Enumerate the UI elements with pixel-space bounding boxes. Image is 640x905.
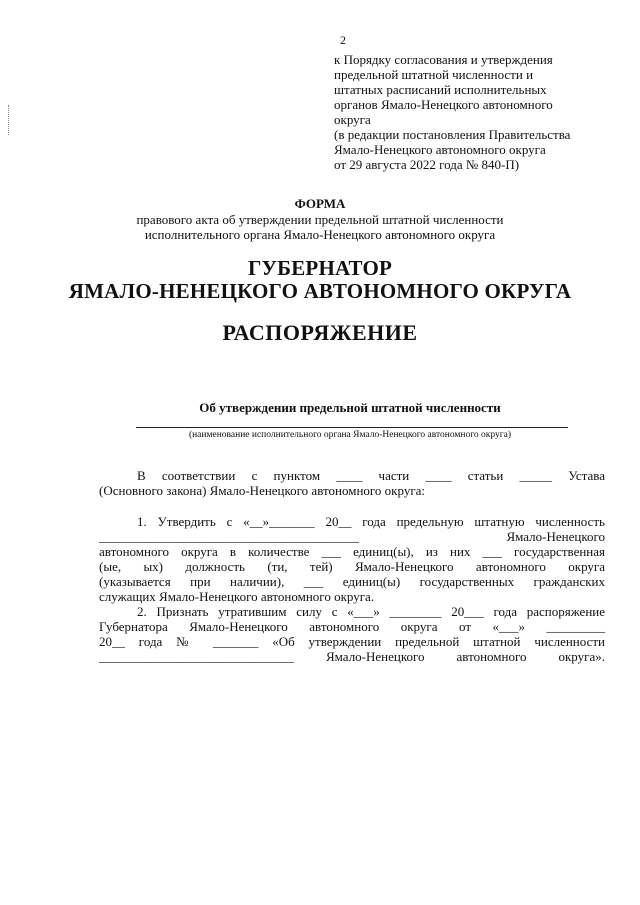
page-number: 2 bbox=[340, 33, 346, 47]
subject-underline bbox=[136, 427, 568, 428]
item-2-line: 20__ года № _______ «Об утверждении предельной штатной численности bbox=[99, 634, 605, 649]
item-2-line: 2. Признать утратившим силу с «___» ________ 20___ года распоряжение bbox=[137, 604, 605, 619]
text-line: В соответствии с пунктом ____ части ____ статьи _____ Устава bbox=[137, 468, 605, 483]
order-title: РАСПОРЯЖЕНИЕ bbox=[222, 320, 418, 345]
item-1-line: ________________________________________ Ямало-Ненецкого bbox=[99, 529, 605, 544]
approval-line: от 29 августа 2022 года № 840-П) bbox=[334, 157, 520, 172]
paragraph-items bbox=[99, 514, 605, 664]
approval-line: органов Ямало-Ненецкого автономного bbox=[334, 97, 553, 112]
item-1-line: автономного округа в количестве ___ единиц(ы), из них ___ государственная bbox=[99, 544, 605, 559]
subject-note: (наименование исполнительного органа Ямало-Ненецкого автономного округа) bbox=[188, 430, 512, 440]
item-1-line: служащих Ямало-Ненецкого автономного округа. bbox=[99, 589, 375, 604]
approval-line: к Порядку согласования и утверждения bbox=[334, 52, 553, 67]
approval-line: (в редакции постановления Правительства bbox=[334, 127, 571, 142]
form-title: ФОРМА bbox=[294, 196, 346, 211]
item-1-line: (ые, ых) должность (ти, тей) Ямало-Ненецкого автономного округа bbox=[99, 559, 605, 574]
text-line: (Основного закона) Ямало-Ненецкого автономного округа: bbox=[99, 483, 426, 498]
subject-title: Об утверждении предельной штатной численности bbox=[199, 400, 501, 415]
item-2-line: ______________________________ Ямало-Ненецкого автономного округа». bbox=[99, 649, 605, 664]
approval-line: округа bbox=[334, 112, 371, 127]
approval-line: предельной штатной численности и bbox=[334, 67, 534, 82]
form-header bbox=[0, 196, 640, 242]
item-1-line: 1. Утвердить с «__»_______ 20__ года предельную штатную численность bbox=[137, 514, 605, 529]
governor-line-2: ЯМАЛО-НЕНЕЦКОГО АВТОНОМНОГО ОКРУГА bbox=[68, 279, 572, 303]
governor-line-1: ГУБЕРНАТОР bbox=[247, 256, 393, 280]
margin-marks bbox=[8, 105, 11, 135]
approval-note bbox=[334, 52, 624, 172]
governor-heading bbox=[0, 257, 640, 303]
item-2-line: Губернатора Ямало-Ненецкого автономного округа от «___» _________ bbox=[99, 619, 605, 634]
paragraph-preamble bbox=[99, 468, 605, 498]
approval-line: Ямало-Ненецкого автономного округа bbox=[334, 142, 546, 157]
item-1-line: (указывается при наличии), ___ единиц(ы) государственных гражданских bbox=[99, 574, 605, 589]
form-subtitle-2: исполнительного органа Ямало-Ненецкого автономного округа bbox=[144, 227, 496, 242]
approval-line: штатных расписаний исполнительных bbox=[334, 82, 547, 97]
form-subtitle-1: правового акта об утверждении предельной штатной численности bbox=[136, 212, 504, 227]
